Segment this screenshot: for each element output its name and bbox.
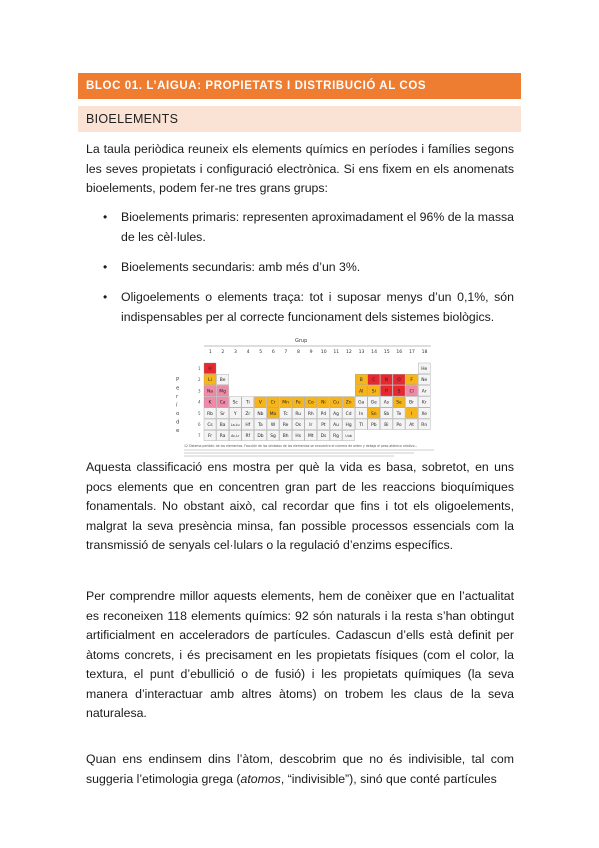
element-symbol: Y	[233, 411, 237, 417]
element-symbol: O	[397, 378, 401, 384]
element-symbol: I	[410, 411, 413, 417]
paragraph-4-italic: atomos	[240, 771, 281, 786]
element-symbol: Bh	[282, 434, 289, 440]
element-symbol: Fe	[295, 400, 301, 406]
element-symbol: Ti	[245, 400, 250, 406]
element-symbol: Au	[333, 423, 339, 428]
group-number: 9	[309, 350, 313, 355]
element-symbol: Mo	[269, 411, 277, 417]
group-number: 14	[371, 350, 378, 355]
group-number: 6	[271, 350, 275, 355]
element-symbol: Kr	[421, 400, 427, 406]
element-symbol: Co	[307, 400, 314, 406]
paragraph-2: Aquesta classificació ens mostra per què la vida es basa, sobretot, en uns pocs elements que en concentren gran part de les reaccions bioquímiques fonamentals. No obstant això, cal recordar que fins i tot els oligoelements, malgrat la seva presència minsa, fan possible processos essencials com la transmissió de senyals cel·lulars o la regulació d’enzims específics.	[86, 460, 514, 552]
element-symbol: Ar	[421, 389, 427, 395]
period-number: 2	[198, 377, 201, 383]
period-label-letter: e	[176, 428, 180, 434]
element-symbol: Cd	[345, 411, 352, 417]
group-number: 5	[259, 350, 263, 355]
group-number: 13	[358, 350, 365, 355]
element-symbol: F	[410, 378, 413, 384]
element-symbol: Hs	[295, 434, 301, 440]
figure-caption: 12 Sistema periòdic de los elementos. Fracción de los símbolos de los elementos se encuentra el número de orden y debajo el peso atómico relativo...	[184, 444, 418, 448]
element-symbol: Nb	[257, 411, 264, 417]
group-number: 17	[408, 350, 415, 355]
element-symbol: Bi	[384, 423, 389, 428]
element-symbol: Ge	[370, 400, 377, 406]
element-symbol: Cr	[270, 400, 276, 406]
element-symbol: Hg	[345, 423, 352, 428]
group-number: 16	[396, 350, 403, 355]
element-symbol: Sb	[383, 411, 390, 417]
element-symbol: Ra	[219, 434, 226, 440]
element-symbol: Rf	[245, 434, 251, 440]
element-symbol: H	[208, 367, 212, 372]
group-number: 12	[345, 350, 352, 355]
element-symbol: Pb	[371, 423, 377, 428]
group-number: 15	[383, 350, 390, 355]
element-symbol: Pd	[320, 411, 327, 417]
period-label-letter: r	[176, 394, 179, 400]
element-symbol: Sc	[232, 400, 238, 406]
bullet-item-primary: Bioelements primaris: representen aproximadament el 96% de la massa de les cèl·lules.	[121, 210, 515, 244]
paragraph-4-text-a: Quan ens endinsem dins l’àtom, descobrim que no és indivisible, tal com suggeria l’etimologia grega (	[86, 752, 514, 786]
element-symbol: Sg	[270, 434, 276, 440]
element-symbol: Sn	[371, 411, 377, 417]
element-symbol: Mt	[308, 434, 314, 440]
element-symbol: Xe	[421, 411, 427, 417]
group-label: Grup	[295, 338, 308, 344]
element-symbol: Os	[295, 423, 302, 428]
element-symbol: W	[270, 423, 276, 428]
element-symbol: S	[397, 389, 401, 395]
element-symbol: Rn	[421, 423, 428, 428]
bullet-icon: •	[103, 290, 108, 304]
element-symbol: K	[208, 400, 212, 406]
element-symbol: Ga	[358, 400, 365, 406]
element-symbol: C	[372, 378, 376, 384]
paragraph-4-text-b: , “indivisible”), sinó que conté partícules	[280, 771, 497, 786]
period-number: 1	[198, 366, 201, 371]
group-number: 10	[320, 350, 327, 355]
section-banner: BLOC 01. L’AIGUA: PROPIETATS I DISTRIBUCIÓ AL COS	[78, 73, 521, 99]
paragraph-3: Per comprendre millor aquests elements, hem de conèixer que en l’actualitat es reconeixen 118 elements químics: 92 són naturals i la resta s’han obtingut artificialment en acceleradors de partícules. Cadascun d’ells està definit per àtoms concrets, i és precisament en les propietats físiques (com el color, la textura, el punt d’ebullició o de fusió) i les propietats químiques (la seva manera d’interactuar amb altres àtoms) on trobem les claus de la seva naturalesa.	[86, 589, 514, 720]
element-symbol: Ir	[309, 423, 313, 428]
element-symbol: Tc	[283, 411, 288, 417]
element-symbol: Ba	[219, 423, 226, 428]
element-symbol: Be	[219, 378, 226, 384]
paragraph-4	[86, 750, 514, 789]
element-symbol: Hf	[245, 423, 251, 428]
element-symbol: Te	[396, 411, 402, 417]
group-number: 8	[297, 350, 300, 355]
element-symbol: Po	[396, 423, 402, 428]
bullet-icon: •	[103, 260, 108, 274]
bullet-item-secondary: Bioelements secundaris: amb més d’un 3%.	[121, 260, 361, 274]
element-symbol: Mg	[219, 389, 226, 395]
element-symbol: N	[384, 378, 389, 384]
element-symbol: Ag	[333, 411, 339, 417]
element-symbol: Ni	[321, 400, 326, 406]
element-symbol: Ac-Lr	[231, 434, 240, 439]
element-symbol: Zr	[245, 411, 251, 417]
group-number: 18	[421, 350, 428, 355]
period-label-letter: d	[176, 419, 180, 426]
group-number: 3	[234, 350, 237, 355]
element-symbol: V	[258, 400, 262, 406]
element-symbol: Cu	[333, 400, 339, 406]
intro-paragraph: La taula periòdica reuneix els elements químics en períodes i famílies segons les seves propietats i configuració electrònica. Si ens fixem en els anomenats bioelements, podem fer-ne tres grans grups:	[86, 142, 514, 195]
element-symbol: As	[383, 400, 390, 406]
period-label-letter: í	[176, 402, 178, 409]
element-symbol: Ta	[258, 423, 263, 428]
element-symbol: Br	[409, 400, 415, 406]
group-number: 11	[333, 350, 340, 355]
element-symbol: Se	[396, 400, 402, 406]
element-symbol: Rg	[333, 434, 339, 440]
bullet-icon: •	[103, 210, 108, 224]
period-label-letter: e	[176, 385, 180, 392]
element-symbol: Tl	[359, 423, 364, 428]
element-symbol: Zn	[345, 400, 352, 406]
subsection-title: BIOELEMENTS	[78, 106, 521, 132]
element-symbol: He	[421, 367, 428, 372]
period-number: 5	[198, 410, 201, 416]
element-symbol: Cs	[207, 423, 213, 428]
element-symbol: Fr	[207, 434, 213, 440]
element-symbol: Uub	[345, 434, 352, 439]
period-number: 7	[198, 433, 201, 439]
element-symbol: Sr	[220, 411, 225, 417]
period-number: 6	[198, 422, 201, 427]
element-symbol: Cl	[409, 389, 414, 395]
element-symbol: Si	[371, 389, 376, 395]
element-symbol: Al	[359, 389, 364, 395]
group-number: 4	[246, 350, 250, 355]
element-symbol: At	[409, 423, 414, 428]
element-symbol: Ca	[219, 400, 226, 406]
element-symbol: Ds	[320, 434, 327, 440]
element-symbol: Ne	[421, 378, 428, 384]
element-symbol: Rb	[207, 411, 213, 417]
period-label-letter: P	[176, 377, 180, 383]
group-number: 1	[208, 350, 212, 355]
periodic-table-figure	[172, 335, 440, 457]
element-symbol: P	[385, 389, 388, 395]
periodic-table-svg	[172, 335, 440, 457]
element-symbol: Re	[282, 423, 289, 428]
element-symbol: B	[359, 378, 363, 384]
element-symbol: Na	[207, 389, 213, 395]
element-symbol: Db	[257, 434, 264, 440]
element-symbol: Li	[208, 378, 212, 384]
element-symbol: Pt	[321, 423, 326, 428]
bullet-item-trace: Oligoelements o elements traça: tot i suposar menys d’un 0,1%, són indispensables per al correcte funcionament dels sistemes biològics.	[121, 290, 514, 324]
period-number: 3	[198, 388, 201, 394]
period-number: 4	[198, 399, 201, 405]
element-symbol: Ru	[295, 411, 302, 417]
element-symbol: La-Lu	[230, 423, 240, 427]
period-label-letter: o	[176, 411, 180, 417]
element-symbol: Rh	[307, 411, 314, 417]
element-symbol: In	[359, 411, 364, 417]
group-number: 7	[284, 350, 288, 355]
group-number: 2	[221, 350, 225, 355]
element-symbol: Mn	[282, 400, 289, 406]
